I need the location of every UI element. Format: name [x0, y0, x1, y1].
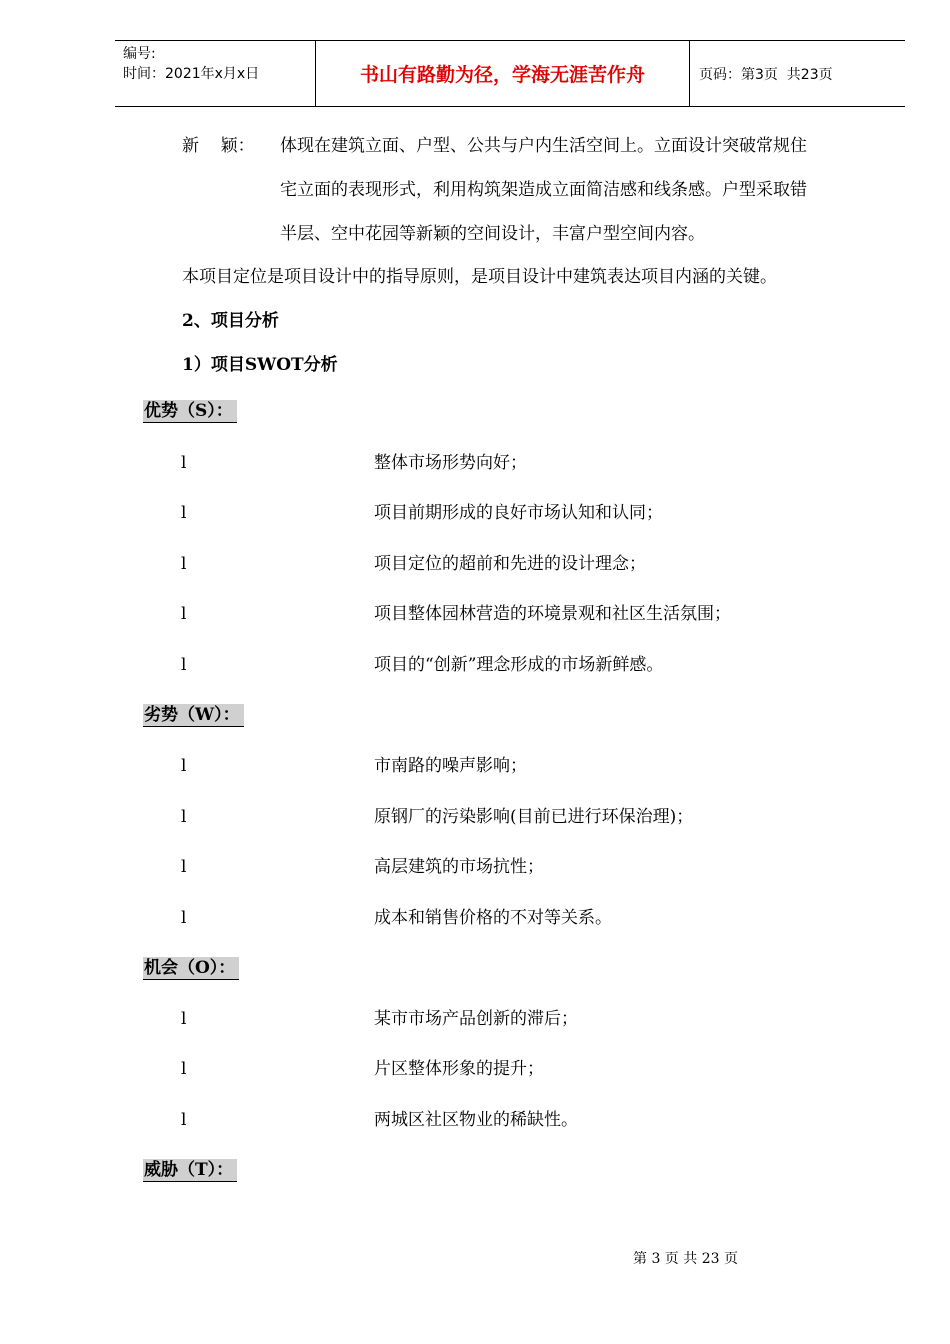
- subsection-title: 1）项目SWOT分析: [182, 355, 338, 375]
- strength-item: 整体市场形势向好；: [374, 453, 527, 473]
- header-meta: [115, 41, 316, 106]
- page-footer: 第 3 页 共 23 页: [633, 1251, 738, 1267]
- weakness-item: 成本和销售价格的不对等关系。: [374, 908, 612, 928]
- header-page-info: [690, 41, 905, 106]
- strength-item: 项目的“创新”理念形成的市场新鲜感。: [374, 655, 664, 675]
- strengths-heading: 优势（S）：: [143, 400, 237, 423]
- list-bullet: l: [181, 1110, 187, 1130]
- section-title: 2、项目分析: [182, 311, 279, 331]
- time-label: 时间：2021年x月x日: [123, 66, 260, 82]
- opportunity-item: 片区整体形象的提升；: [374, 1059, 544, 1079]
- page-header: [115, 40, 905, 107]
- novel-line-1: 体现在建筑立面、户型、公共与户内生活空间上。立面设计突破常规住: [280, 136, 807, 156]
- list-bullet: l: [181, 604, 187, 624]
- list-bullet: l: [181, 1059, 187, 1079]
- weaknesses-heading: 劣势（W）：: [143, 704, 244, 727]
- list-bullet: l: [181, 807, 187, 827]
- opportunity-item: 两城区社区物业的稀缺性。: [374, 1110, 578, 1130]
- list-bullet: l: [181, 554, 187, 574]
- list-bullet: l: [181, 503, 187, 523]
- number-label: 编号:: [123, 46, 156, 62]
- list-bullet: l: [181, 756, 187, 776]
- weakness-item: 原钢厂的污染影响(目前已进行环保治理)；: [374, 807, 694, 827]
- page-info-text: 页码：第3页 共23页: [699, 66, 833, 83]
- weakness-item: 高层建筑的市场抗性；: [374, 857, 544, 877]
- opportunities-heading: 机会（O）：: [143, 957, 239, 980]
- novel-line-2: 宅立面的表现形式，利用构筑架造成立面简洁感和线条感。户型采取错: [280, 180, 807, 200]
- novel-line-3: 半层、空中花园等新颖的空间设计，丰富户型空间内容。: [280, 224, 705, 244]
- strength-item: 项目整体园林营造的环境景观和社区生活氛围；: [374, 604, 731, 624]
- opportunity-item: 某市市场产品创新的滞后；: [374, 1009, 578, 1029]
- list-bullet: l: [181, 857, 187, 877]
- list-bullet: l: [181, 1009, 187, 1029]
- weakness-item: 市南路的噪声影响；: [374, 756, 527, 776]
- novel-term: 新 颖：: [182, 136, 255, 156]
- summary-paragraph: 本项目定位是项目设计中的指导原则，是项目设计中建筑表达项目内涵的关键。: [182, 267, 777, 287]
- strength-item: 项目定位的超前和先进的设计理念；: [374, 554, 646, 574]
- list-bullet: l: [181, 908, 187, 928]
- list-bullet: l: [181, 655, 187, 675]
- list-bullet: l: [181, 453, 187, 473]
- strength-item: 项目前期形成的良好市场认知和认同；: [374, 503, 663, 523]
- header-motto: 书山有路勤为径，学海无涯苦作舟: [316, 41, 690, 106]
- threats-heading: 威胁（T）：: [143, 1159, 237, 1182]
